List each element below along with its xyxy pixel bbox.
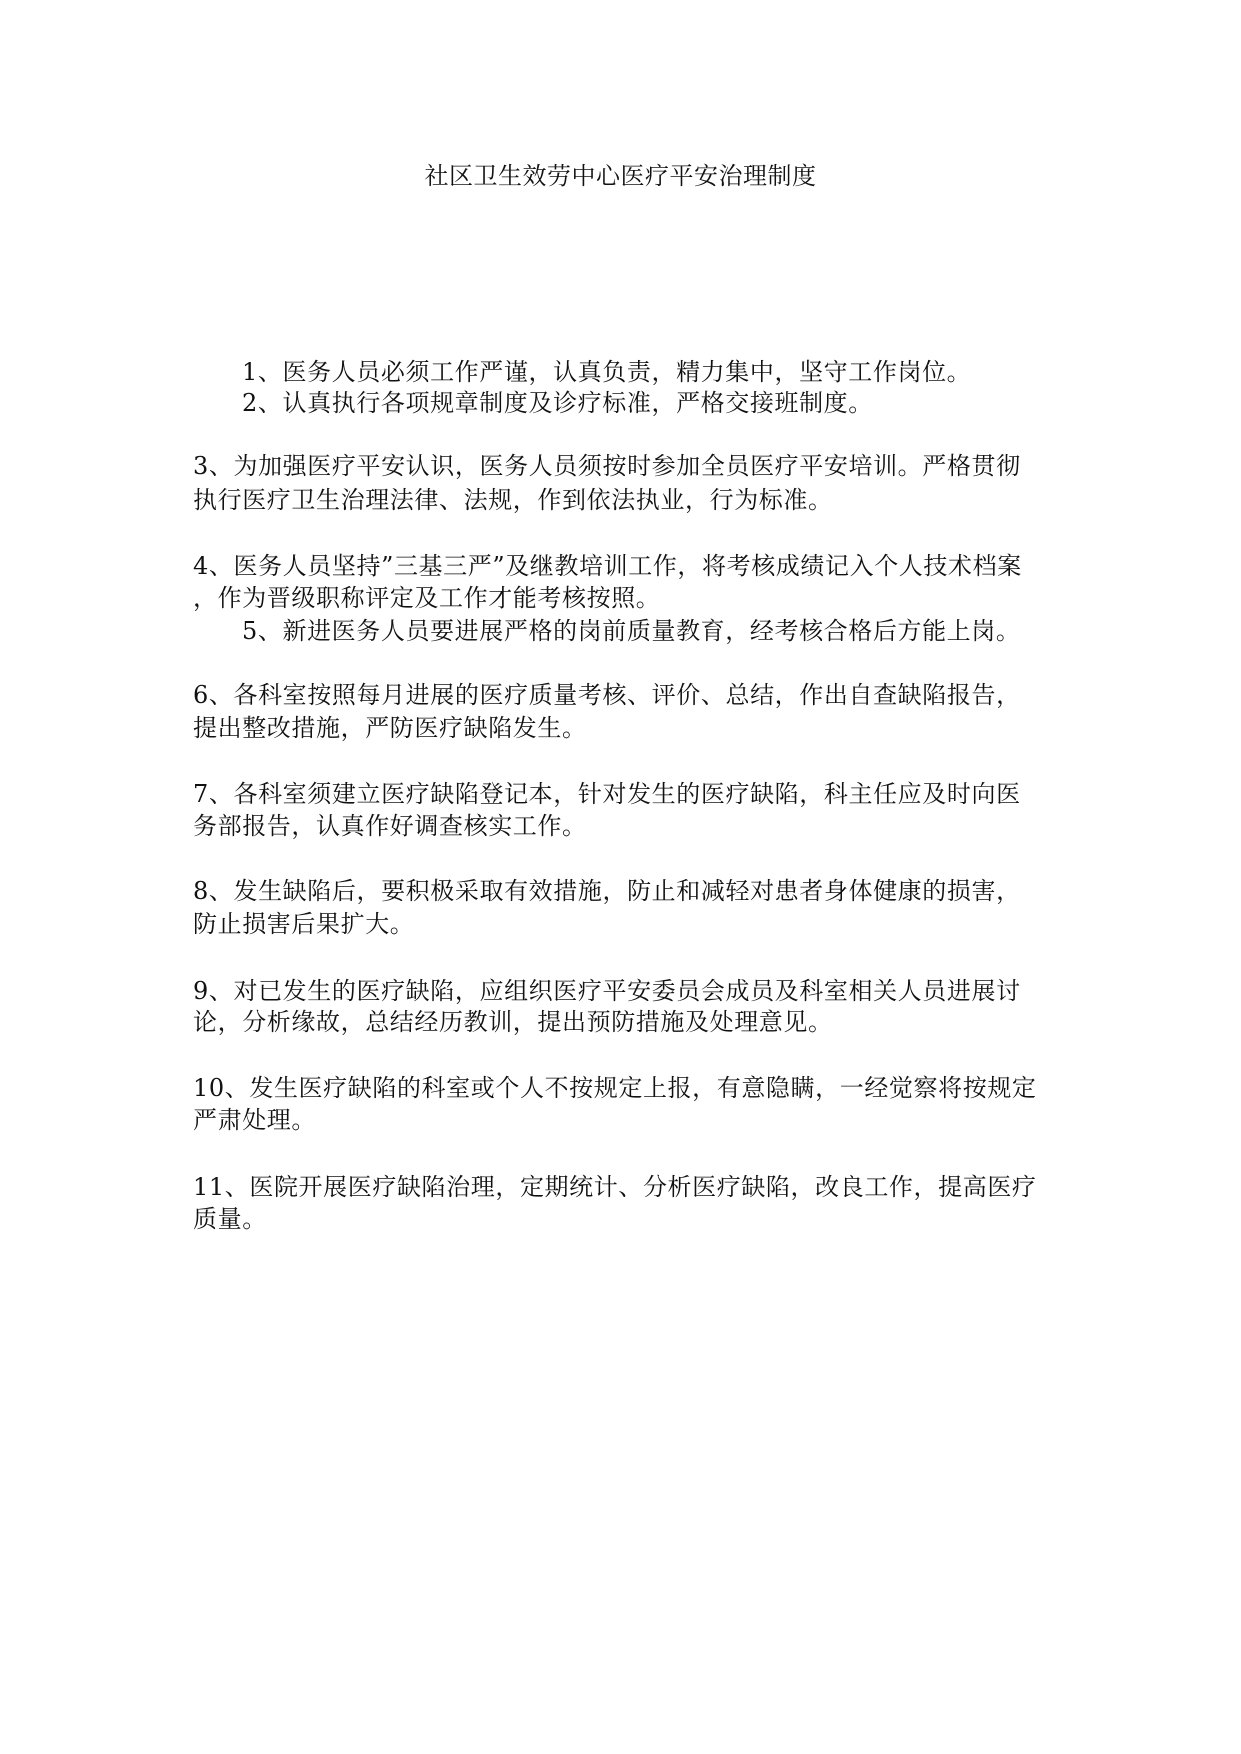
- clause-3-line-2: 执行医疗卫生治理法律、法规，作到依法执业，行为标准。: [193, 486, 833, 514]
- clause-10-line-2: 严肃处理。: [193, 1106, 316, 1134]
- clause-8-line-1: 8、发生缺陷后，要积极采取有效措施，防止和减轻对患者身体健康的损害，: [193, 877, 1021, 905]
- clause-5-line-1: 5、新进医务人员要进展严格的岗前质量教育，经考核合格后方能上岗。: [242, 617, 1021, 645]
- clause-6-line-2: 提出整改措施，严防医疗缺陷发生。: [193, 714, 587, 742]
- clause-2-line-1: 2、认真执行各项规章制度及诊疗标准，严格交接班制度。: [242, 389, 873, 417]
- clause-8-line-2: 防止损害后果扩大。: [193, 910, 415, 938]
- clause-9-line-1: 9、对已发生的医疗缺陷，应组织医疗平安委员会成员及科室相关人员进展讨: [193, 977, 1021, 1005]
- clause-11-line-1: 11、医院开展医疗缺陷治理，定期统计、分析医疗缺陷，改良工作，提高医疗: [193, 1173, 1037, 1201]
- clause-10-line-1: 10、发生医疗缺陷的科室或个人不按规定上报，有意隐瞒，一经觉察将按规定: [193, 1074, 1037, 1102]
- clause-7-line-2: 务部报告，认真作好调查核实工作。: [193, 812, 587, 840]
- clause-3-line-1: 3、为加强医疗平安认识，医务人员须按时参加全员医疗平安培训。严格贯彻: [193, 452, 1021, 480]
- clause-7-line-1: 7、各科室须建立医疗缺陷登记本，针对发生的医疗缺陷，科主任应及时向医: [193, 780, 1021, 808]
- clause-4-line-2: ，作为晋级职称评定及工作才能考核按照。: [193, 584, 661, 612]
- clause-11-line-2: 质量。: [193, 1205, 267, 1233]
- clause-9-line-2: 论，分析缘故，总结经历教训，提出预防措施及处理意见。: [193, 1008, 833, 1036]
- clause-6-line-1: 6、各科室按照每月进展的医疗质量考核、评价、总结，作出自查缺陷报告，: [193, 681, 1021, 709]
- clause-4-line-1: 4、医务人员坚持”三基三严”及继教培训工作，将考核成绩记入个人技术档案: [193, 552, 1022, 580]
- clause-1-line-1: 1、医务人员必须工作严谨，认真负责，精力集中，坚守工作岗位。: [242, 358, 972, 386]
- document-title: 社区卫生效劳中心医疗平安治理制度: [424, 162, 817, 190]
